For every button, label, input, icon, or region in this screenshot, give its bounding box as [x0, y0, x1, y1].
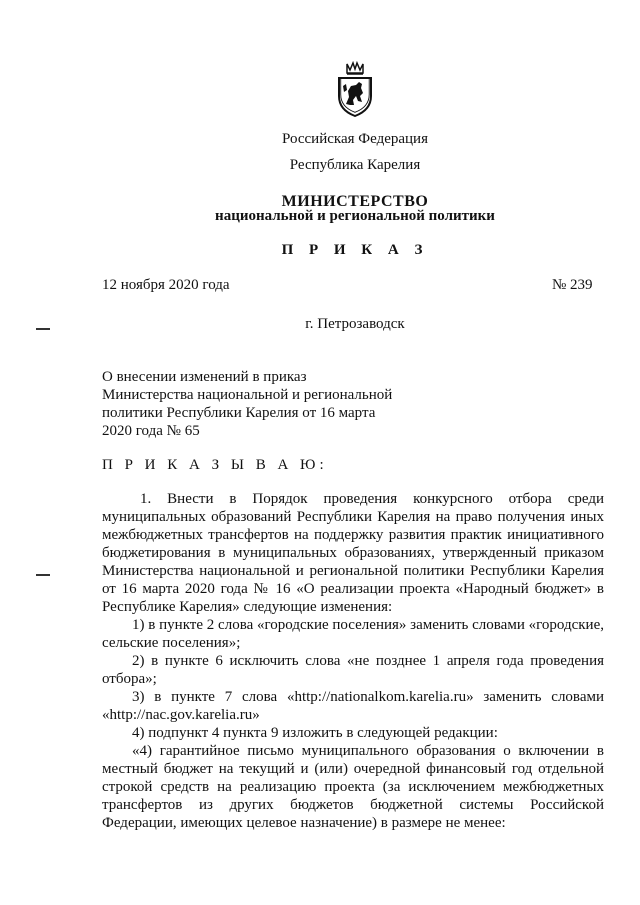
order-date: 12 ноября 2020 года — [102, 277, 230, 293]
subject-line: 2020 года № 65 — [102, 423, 200, 439]
subject-line: Министерства национальной и региональной — [102, 387, 393, 403]
ministry-title: МИНИСТЕРСТВО — [281, 193, 429, 210]
country-name: Российская Федерация — [282, 131, 428, 147]
document-type: П Р И К А З — [281, 242, 429, 258]
paragraph-item-2: 2) в пункте 6 исключить слова «не позднее 1 апреля года проведения отбора»; — [102, 653, 604, 687]
paragraph-item-3: 3) в пункте 7 слова «http://nationalkom.karelia.ru» заменить словами «http://nac.gov.karelia.ru» — [102, 689, 604, 723]
order-number: № 239 — [552, 277, 593, 293]
paragraph-quote: «4) гарантийное письмо муниципального образования о включении в местный бюджет на текущий и (или) очередной финансовый год отдельной строкой средств на реализацию проекта (за исключением межбюджетных трансфертов из других бюджетов бюджетной системы Российской Федерации, имеющих целевое назначение) в размере не менее: — [102, 743, 604, 831]
karelia-coat-of-arms-icon — [332, 60, 378, 118]
ministry-subtitle: национальной и региональной политики — [215, 208, 495, 224]
order-city: г. Петрозаводск — [305, 316, 405, 332]
order-word: П Р И К А З Ы В А Ю: — [102, 457, 328, 473]
republic-name: Республика Карелия — [289, 157, 421, 173]
paragraph-1: 1. Внести в Порядок проведения конкурсного отбора среди муниципальных образований Республики Карелия на право получения иных межбюджетных трансфертов на поддержку развития практик инициативного бюджетирования в муниципальных образованиях, утвержденный приказом Министерства национальной и региональной политики Республики Карелия от 16 марта 2020 года № 16 «О реализации проекта «Народный бюджет» в Республике Карелия» следующие изменения: — [102, 491, 604, 615]
scan-mark — [36, 328, 50, 330]
subject-line: политики Республики Карелия от 16 марта — [102, 405, 376, 421]
paragraph-item-1: 1) в пункте 2 слова «городские поселения» заменить словами «городские, сельские поселения»; — [102, 617, 604, 651]
paragraph-item-4: 4) подпункт 4 пункта 9 изложить в следующей редакции: — [132, 725, 498, 741]
subject-line: О внесении изменений в приказ — [102, 369, 307, 385]
scan-mark — [36, 574, 50, 576]
order-subject — [102, 368, 422, 440]
order-body — [102, 490, 604, 832]
